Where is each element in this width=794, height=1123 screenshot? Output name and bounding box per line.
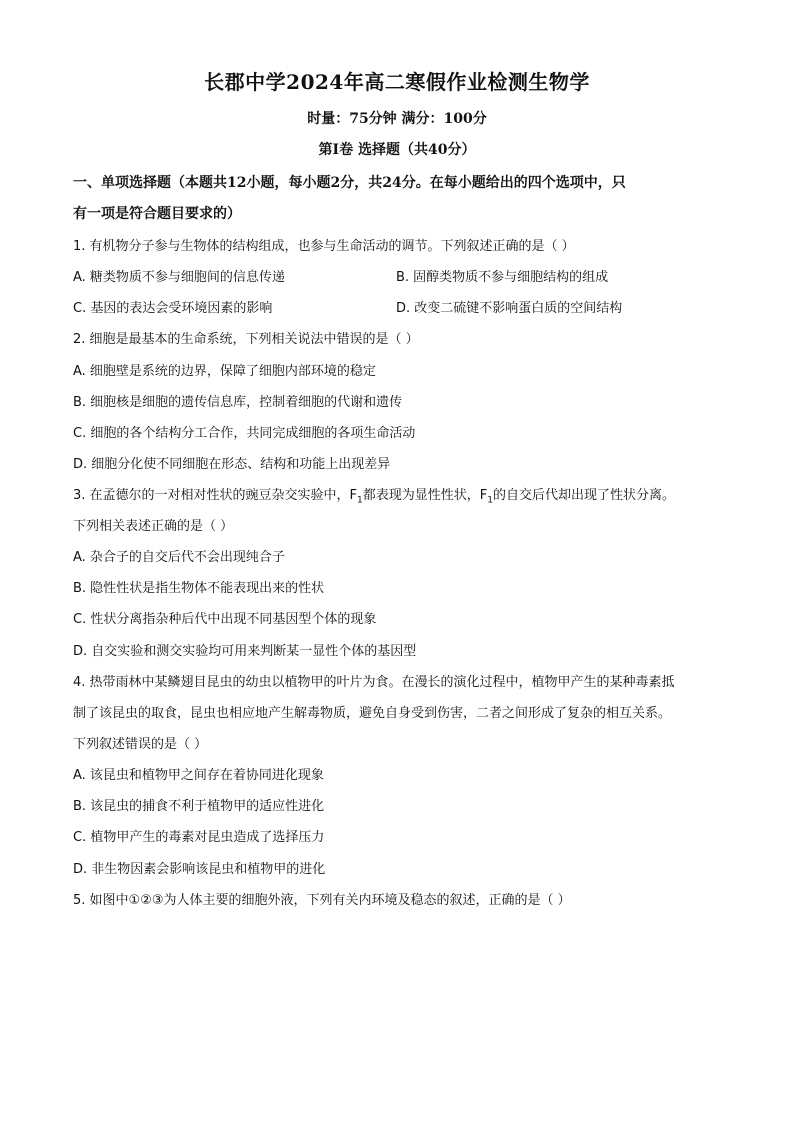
question-4-stem-line2: 制了该昆虫的取食，昆虫也相应地产生解毒物质，避免自身受到伤害，二者之间形成了复杂的相互关系。 (73, 706, 672, 721)
question-1-stem: 1. 有机物分子参与生物体的结构组成，也参与生命活动的调节。下列叙述正确的是（ ） (73, 239, 575, 254)
question-2-option-a: A. 细胞壁是系统的边界，保障了细胞内部环境的稳定 (73, 364, 376, 379)
question-2-option-d: D. 细胞分化使不同细胞在形态、结构和功能上出现差异 (73, 457, 391, 472)
question-2-option-b: B. 细胞核是细胞的遗传信息库，控制着细胞的代谢和遗传 (73, 395, 403, 410)
page-title: 长郡中学2024年高二寒假作业检测生物学 (204, 70, 590, 94)
section-heading-line2: 有一项是符合题目要求的） (73, 206, 241, 222)
question-4-option-c: C. 植物甲产生的毒素对昆虫造成了选择压力 (73, 830, 325, 845)
question-3-option-b: B. 隐性性状是指生物体不能表现出来的性状 (73, 581, 325, 596)
question-5-stem: 5. 如图中①②③为人体主要的细胞外液，下列有关内环境及稳态的叙述，正确的是（ ） (73, 893, 571, 908)
question-1-option-c: C. 基因的表达会受环境因素的影响 (73, 301, 273, 316)
question-4-stem-line3: 下列叙述错误的是（ ） (73, 737, 208, 752)
question-1-option-b: B. 固醇类物质不参与细胞结构的组成 (396, 270, 609, 285)
question-1-option-d: D. 改变二硫键不影响蛋白质的空间结构 (396, 301, 623, 316)
exam-info: 时量：75分钟 满分：100分 (307, 111, 487, 127)
question-2-option-c: C. 细胞的各个结构分工合作，共同完成细胞的各项生命活动 (73, 426, 416, 441)
question-4-option-a: A. 该昆虫和植物甲之间存在着协同进化现象 (73, 768, 324, 783)
question-4-stem-line1: 4. 热带雨林中某鳞翅目昆虫的幼虫以植物甲的叶片为食。在漫长的演化过程中，植物甲产生的某种毒素抵 (73, 675, 675, 690)
question-3-stem-line1: 3. 在孟德尔的一对相对性状的豌豆杂交实验中，$F_1$都表现为显性性状，$F_1$的自交后代却出现了性状分离。 (73, 488, 675, 506)
part-heading: 第I卷 选择题（共40分） (318, 142, 476, 158)
question-1-option-a: A. 糖类物质不参与细胞间的信息传递 (73, 270, 285, 285)
question-3-stem-line2: 下列相关表述正确的是（ ） (73, 519, 234, 534)
question-3-option-c: C. 性状分离指杂种后代中出现不同基因型个体的现象 (73, 612, 377, 627)
question-4-option-d: D. 非生物因素会影响该昆虫和植物甲的进化 (73, 862, 326, 877)
section-heading-line1: 一、单项选择题（本题共12小题，每小题2分，共24分。在每小题给出的四个选项中，只 (73, 175, 626, 191)
question-3-option-d: D. 自交实验和测交实验均可用来判断某一显性个体的基因型 (73, 644, 417, 659)
question-4-option-b: B. 该昆虫的捕食不利于植物甲的适应性进化 (73, 799, 325, 814)
question-2-stem: 2. 细胞是最基本的生命系统，下列相关说法中错误的是（ ） (73, 332, 419, 347)
question-3-option-a: A. 杂合子的自交后代不会出现纯合子 (73, 550, 285, 565)
